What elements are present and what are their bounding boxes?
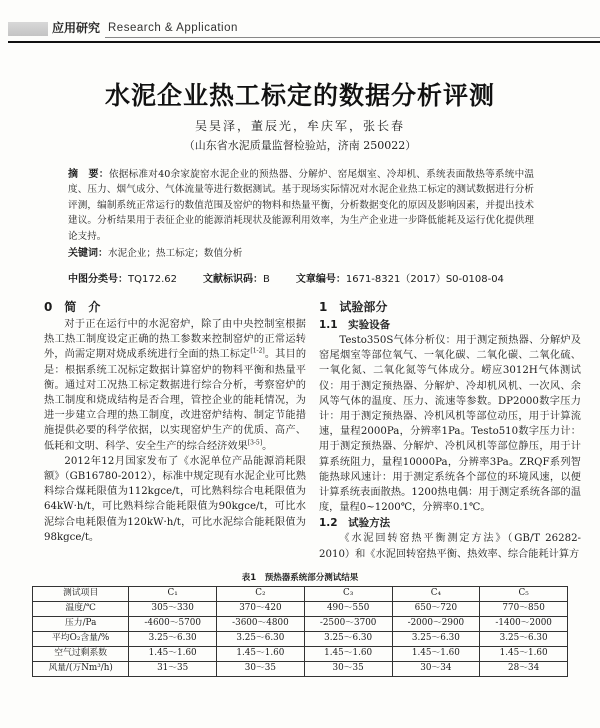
header-rule <box>8 41 600 43</box>
keywords <box>68 246 534 261</box>
table-cell: 1.45～1.60 <box>392 646 480 661</box>
table-cell: 490～550 <box>304 601 392 616</box>
method-heading: 1.2 试验方法 <box>319 517 391 530</box>
table-block <box>0 572 600 685</box>
clc-label: 中图分类号： <box>68 274 128 286</box>
table-cell: 3.25～6.30 <box>304 631 392 646</box>
authors: 吴昊泽，董辰光，牟庆军，张长春 <box>194 119 405 133</box>
table-cell: 650～720 <box>392 601 480 616</box>
citation-ref: [3-5] <box>247 439 263 447</box>
table-cell: 30～35 <box>217 661 305 676</box>
header-tab-decoration <box>8 22 48 36</box>
table-cell: 3.25～6.30 <box>129 631 217 646</box>
method-paragraph: 《水泥回转窑热平衡测定方法》（GB/T 26282-2010）和《水泥回转窑热平衡、热效率、综合能耗计算方 <box>319 533 581 560</box>
table-cell: 28～34 <box>480 661 568 676</box>
running-header <box>0 0 600 44</box>
table-cell: 305～330 <box>129 601 217 616</box>
table-cell: 1.45～1.60 <box>129 646 217 661</box>
preheater-results-table <box>32 586 568 677</box>
article-number <box>296 273 504 287</box>
header-cell: 测试项目 <box>33 586 129 601</box>
intro-paragraph-1 <box>44 317 306 454</box>
table-cell: 30～34 <box>392 661 480 676</box>
article-no-value: 1671-8321（2017）S0-0108-04 <box>345 274 504 286</box>
table-cell: 1.45～1.60 <box>304 646 392 661</box>
article-metadata <box>68 273 548 287</box>
table-header-row <box>33 586 568 601</box>
citation-ref: [1-2] <box>250 348 265 356</box>
table-cell: -1400～2000 <box>480 616 568 631</box>
table-cell: 1.45～1.60 <box>217 646 305 661</box>
keywords-label: 关键词： <box>68 248 108 260</box>
table-cell: 平均O₂含量/% <box>33 631 129 646</box>
section-label-cn: 应用研究 <box>52 21 101 35</box>
table-row <box>33 601 568 616</box>
table-cell: 3.25～6.30 <box>217 631 305 646</box>
equipment-paragraph: Testo350S气体分析仪：用于测定预热器、分解炉及窑尾烟室等部位氧气、一氧化碳、二氧化碳、二氧化硫、一氧化氮、二氧化氮等气体成分。崂应3012H气体测试仪：用于测定预热器、分解炉、冷却机风机、一次风、余风等气体的温度、压力、流速等参数。DP2000数字压力计：用于测定预热器、冷机风机等部位动压，用于计算流速，量程2000Pa，分辨率1Pa。Testo510数字压力计：用于测定预热器、分解炉、冷机风机等部位静压，用于计算系统阻力，量程10000Pa，分辨率3Pa。ZRQF系列智能热球风速计：用于测定系统各个部位的环境风速，以便计算系统表面散热。1200热电偶：用于测定系统各部的温度，量程0~1200℃，分辨率0.1℃。 <box>319 335 581 514</box>
table-cell: 31～35 <box>129 661 217 676</box>
table-cell: 压力/Pa <box>33 616 129 631</box>
article-title: 水泥企业热工标定的数据分析评测 <box>104 81 495 110</box>
table-cell: 370～420 <box>217 601 305 616</box>
table-row <box>33 616 568 631</box>
table-cell: 30～35 <box>304 661 392 676</box>
affiliation: （山东省水泥质量监督检验站，济南 250022） <box>183 139 417 152</box>
doc-code-value: B <box>262 274 270 286</box>
table-cell: -3600～4800 <box>217 616 305 631</box>
header-cell: C₂ <box>217 586 305 601</box>
header-cell: C₅ <box>480 586 568 601</box>
table-row <box>33 661 568 676</box>
table-row <box>33 631 568 646</box>
clc-value: TQ172.62 <box>128 274 177 286</box>
header-underline <box>105 37 600 38</box>
clc-number <box>68 273 177 287</box>
body-columns <box>0 299 600 562</box>
table-cell: -2500～3700 <box>304 616 392 631</box>
intro-paragraph-2: 2012年12月国家发布了《水泥单位产品能源消耗限额》（GB16780-2012），标准中规定现有水泥企业可比熟料综合煤耗限值为112kgce/t，可比熟料综合电耗限值为64kW·h/t，可比熟料综合能耗限值为90kgce/t，可比水泥综合电耗限值为120kW·h/t，可比水泥综合能耗限值为98kgce/t。 <box>44 455 306 543</box>
header-cell: C₁ <box>129 586 217 601</box>
abstract-label: 摘 要： <box>68 169 109 180</box>
table-cell: -2000～2900 <box>392 616 480 631</box>
abstract-text: 依据标准对40余家旋窑水泥企业的预热器、分解炉、窑尾烟室、冷却机、系统表面散热等系统中温度、压力、烟气成分、气体流量等进行数据测试。基于现场实际情况对水泥企业热工标定的测试数据进行分析评测，编制系统正常运行的数值范围及窑炉的物料和热量平衡，分析数据变化的原因及影响因素，并提出技术建议。分析结果用于表征企业的能源消耗现状及能源利用效率，为生产企业进一步降低能耗及运行优化提供理论支持。 <box>68 169 534 242</box>
front-matter <box>0 44 600 287</box>
table-cell: 3.25～6.30 <box>392 631 480 646</box>
intro-text-a: 对于正在运行中的水泥窑炉，除了由中央控制室根据热工热工制度设定正确的热工参数来控制窑炉的正常运转外，尚需定期对烧成系统进行全面的热工标定 <box>44 319 306 361</box>
equipment-heading: 1.1 实验设备 <box>319 319 391 332</box>
keywords-text: 水泥企业；热工标定；数值分析 <box>108 248 243 260</box>
experiment-heading: 1 试验部分 <box>319 300 388 315</box>
table-cell: 温度/℃ <box>33 601 129 616</box>
intro-heading: 0 简 介 <box>44 300 101 315</box>
intro-text-end: 。 <box>262 440 273 452</box>
right-column <box>319 299 581 562</box>
header-cell: C₄ <box>392 586 480 601</box>
table-caption: 表1 预热器系统部分测试结果 <box>241 572 359 583</box>
table-cell: 1.45～1.60 <box>480 646 568 661</box>
header-cell: C₃ <box>304 586 392 601</box>
left-column <box>44 299 306 562</box>
abstract <box>68 167 534 244</box>
table-cell: 空气过剩系数 <box>33 646 129 661</box>
doc-code-label: 文献标识码： <box>202 274 263 286</box>
table-cell: 770～850 <box>480 601 568 616</box>
table-cell: 风量/(万Nm³/h) <box>33 661 129 676</box>
article-no-label: 文章编号： <box>295 274 346 286</box>
intro-text-b: 。其目的是：根据系统工况标定数据计算窑炉的物料平衡和热量平衡。通过对工况热工标定数据进行综合分析，考察窑炉的热工制度和烧成结构是否合理，管控企业的能耗情况，为进一步建立合理的热工制度，改进窑炉结构、制定节能措施提供必要的科学依据，以实现窑炉生产的优质、高产、低耗和文明、科学、安全生产的综合经济效果 <box>44 349 307 452</box>
section-label-en: Research & Application <box>108 22 238 34</box>
table-row <box>33 646 568 661</box>
table-cell: 3.25～6.30 <box>480 631 568 646</box>
document-code <box>203 273 270 287</box>
table-cell: -4600～5700 <box>129 616 217 631</box>
